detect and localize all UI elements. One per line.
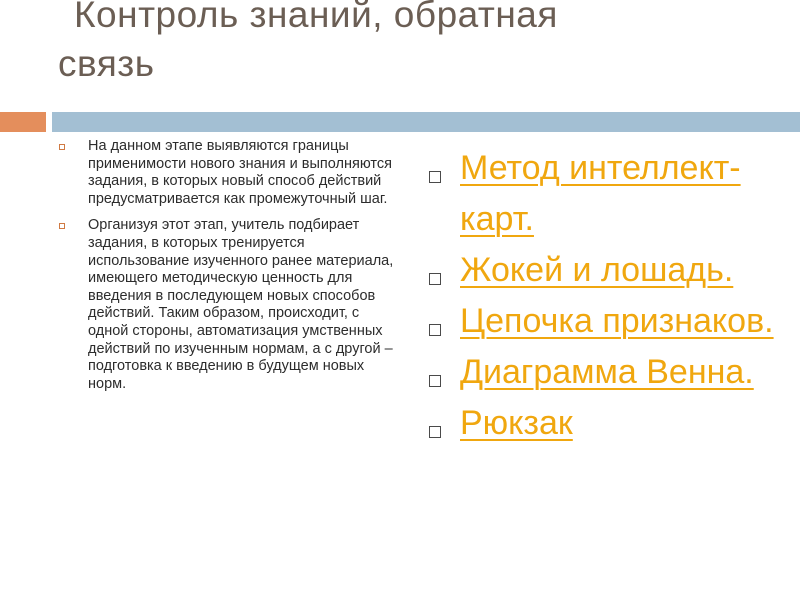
square-bullet-icon xyxy=(59,223,65,229)
right-column-list xyxy=(426,143,796,449)
accent-bar-orange xyxy=(0,112,46,132)
square-bullet-icon xyxy=(59,144,65,150)
left-paragraph xyxy=(58,217,398,393)
right-list-item xyxy=(426,398,796,449)
right-list-item xyxy=(426,296,796,347)
square-bullet-icon xyxy=(429,273,441,285)
right-list-item xyxy=(426,245,796,296)
link-backpack[interactable]: Рюкзак xyxy=(460,404,573,442)
slide-title-line-1: Контроль знаний, обратная xyxy=(74,0,558,35)
left-paragraph xyxy=(58,138,398,208)
left-column-list xyxy=(58,138,398,402)
square-bullet-icon xyxy=(429,171,441,183)
square-bullet-icon xyxy=(429,375,441,387)
slide-title-line-2: связь xyxy=(58,43,155,84)
accent-bar-blue xyxy=(52,112,800,132)
slide-title xyxy=(58,0,788,88)
square-bullet-icon xyxy=(429,324,441,336)
link-jockey-and-horse[interactable]: Жокей и лошадь. xyxy=(460,251,734,289)
link-venn-diagram[interactable]: Диаграмма Венна. xyxy=(460,353,754,391)
right-list-item xyxy=(426,143,796,245)
right-list-item xyxy=(426,347,796,398)
left-paragraph-text: Организуя этот этап, учитель подбирает задания, в которых тренируется использование изученного ранее материала, имеющего методическую ценность для введения в последующем новых способов действий. Таким образом, происходит, с одной стороны, автоматизация умственных действий по изученным нормам, а с другой – подготовка к введению в будущем новых норм. xyxy=(88,217,394,392)
link-mind-map-method[interactable]: Метод интеллект-карт. xyxy=(460,149,741,238)
square-bullet-icon xyxy=(429,426,441,438)
link-chain-of-features[interactable]: Цепочка признаков. xyxy=(460,302,774,340)
left-paragraph-text: На данном этапе выявляются границы применимости нового знания и выполняются задания, в которых новый способ действий предусматривается как промежуточный шаг. xyxy=(88,138,392,207)
